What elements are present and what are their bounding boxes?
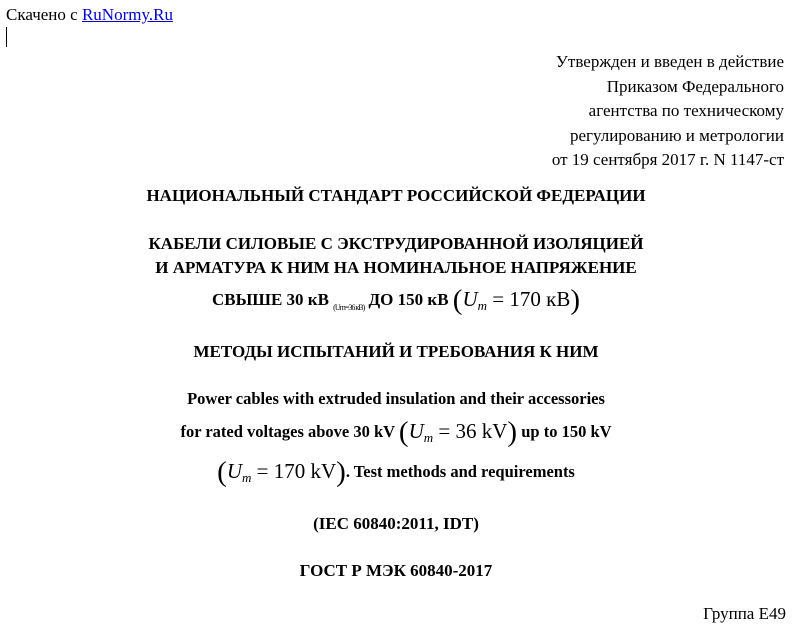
approval-line: от 19 сентября 2017 г. N 1147-ст (551, 150, 784, 169)
subtitle-russian: МЕТОДЫ ИСПЫТАНИЙ И ТРЕБОВАНИЯ К НИМ (193, 342, 599, 361)
formula-um-36-kv: ($U_m = 36$ kV) (398, 416, 518, 448)
group-code: Группа Е49 (703, 604, 786, 623)
approval-block (552, 50, 784, 173)
title-ru-line3-b: ДО 150 кВ (364, 290, 453, 309)
source-link[interactable]: RuNormy.Ru (81, 5, 173, 24)
title-en-line1: Power cables with extruded insulation and their accessories (187, 389, 605, 408)
title-en-line2-b: up to 150 kV (517, 422, 612, 441)
title-en-line3 (0, 456, 792, 489)
title-ru-line3 (0, 284, 792, 317)
approval-line: регулированию и метрологии (569, 125, 784, 145)
formula-um-170-kv-ru: ($U_m = 170$ кВ) (452, 284, 581, 316)
title-ru-line1: КАБЕЛИ СИЛОВЫЕ С ЭКСТРУДИРОВАННОЙ ИЗОЛЯЦИЕЙ (148, 234, 644, 253)
title-en-line2 (0, 416, 792, 449)
iec-reference: (IEC 60840:2011, IDT) (313, 514, 479, 533)
source-prefix: Скачено с (6, 5, 82, 24)
text-cursor (6, 27, 7, 47)
title-ru-line2: И АРМАТУРА К НИМ НА НОМИНАЛЬНОЕ НАПРЯЖЕНИЕ (155, 258, 637, 277)
title-en-line2-a: for rated voltages above 30 kV (180, 422, 399, 441)
approval-line: Утвержден и введен в действие (555, 52, 784, 71)
source-line (6, 5, 173, 25)
title-russian (0, 232, 792, 280)
formula-um-170-kv-en: ($U_m = 170$ kV) (217, 456, 346, 488)
gost-number: ГОСТ Р МЭК 60840-2017 (299, 561, 493, 580)
approval-line: агентства по техническому (588, 101, 784, 120)
title-en-line3-b: . Test methods and requirements (345, 462, 575, 481)
approval-line: Приказом Федерального (606, 76, 784, 96)
inline-formula-small: (Um=36 кВ) (333, 303, 365, 312)
standard-heading: НАЦИОНАЛЬНЫЙ СТАНДАРТ РОССИЙСКОЙ ФЕДЕРАЦИИ (146, 186, 646, 205)
title-ru-line3-a: СВЫШЕ 30 кВ (211, 290, 334, 309)
